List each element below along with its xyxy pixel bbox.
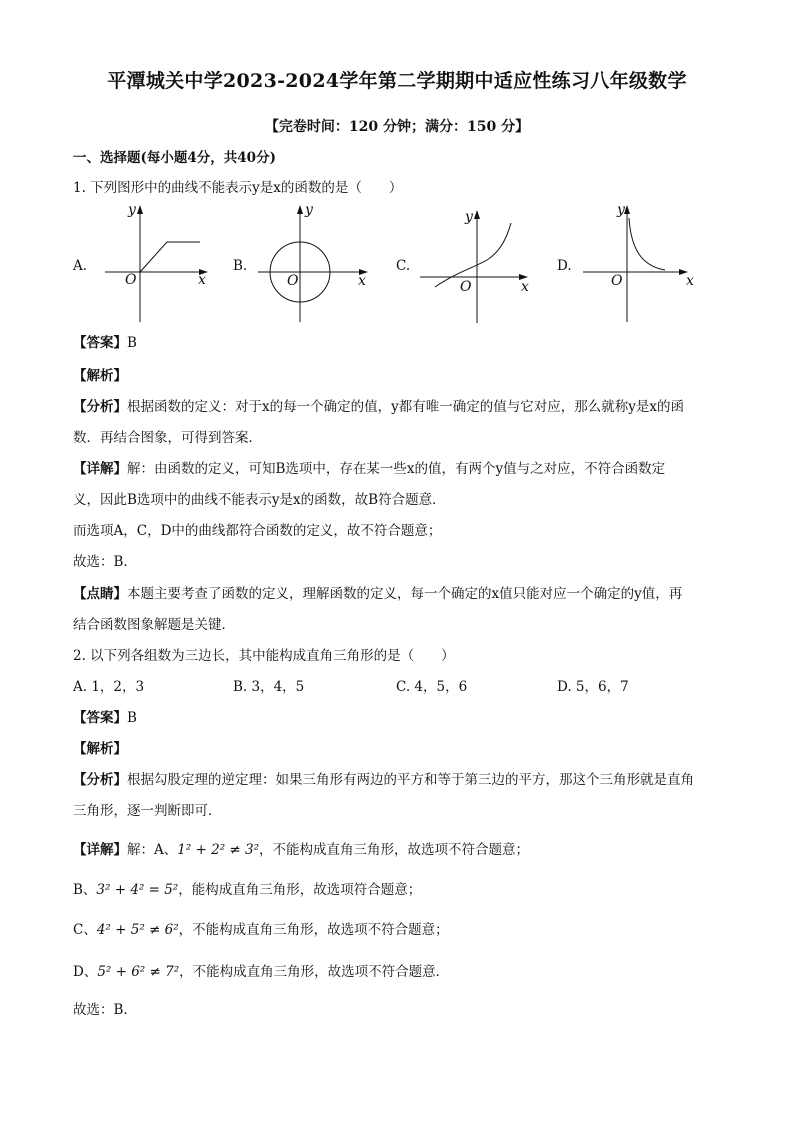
q1-xiangjie-line-2: 义，因此B选项中的曲线不能表示y是x的函数，故B符合题意． <box>73 492 446 508</box>
xiangjie-a-prefix: 解：A、 <box>127 842 178 858</box>
q1-xiangjie-line-3: 而选项A，C，D中的曲线都符合函数的定义，故不符合题意； <box>73 523 442 539</box>
graph-b-origin: O <box>287 273 299 289</box>
xiangjie-a-text: ，不能构成直角三角形，故选项不符合题意； <box>259 842 530 858</box>
dianjing-tag: 【点睛】 <box>73 586 127 602</box>
q2-xiangjie-a <box>73 840 529 860</box>
fenxi-text: 根据勾股定理的逆定理：如果三角形有两边的平方和等于第三边的平方，那这个三角形就是直角 <box>127 772 694 788</box>
xiangjie-c-prefix: C、 <box>73 922 97 938</box>
xiangjie-d-text: ，不能构成直角三角形，故选项不符合题意． <box>179 964 450 980</box>
exam-info: 【完卷时间：120 分钟；满分：150 分】 <box>264 119 530 135</box>
equation-a: 1² + 2² ≠ 3² <box>177 842 260 858</box>
fenxi-text: 根据函数的定义：对于x的每一个确定的值，y都有唯一确定的值与它对应，那么就称y是x的函 <box>127 399 684 415</box>
graph-b <box>250 200 375 325</box>
option-c-label: C. <box>396 258 411 274</box>
q2-conclusion: 故选：B． <box>73 1002 137 1018</box>
option-b-label: B. <box>233 258 248 274</box>
graph-b-y-label: y <box>305 202 313 218</box>
graph-d-origin: O <box>611 273 623 289</box>
graph-d-x-label: x <box>686 273 694 289</box>
xiangjie-text: 解：由函数的定义，可知B选项中，存在某一些x的值，有两个y值与之对应，不符合函数定 <box>127 461 666 477</box>
q2-fenxi-line-1 <box>73 770 694 790</box>
answer-value: B <box>127 710 137 726</box>
graph-c-x-label: x <box>521 279 529 295</box>
equation-c: 4² + 5² ≠ 6² <box>96 922 179 938</box>
graph-b-x-label: x <box>358 273 366 289</box>
graph-a-y-label: y <box>128 202 136 218</box>
answer-value: B <box>127 335 137 351</box>
analysis-tag: 【解析】 <box>73 741 127 757</box>
equation-d: 5² + 6² ≠ 7² <box>97 964 180 980</box>
dianjing-text: 本题主要考查了函数的定义，理解函数的定义，每一个确定的x值只能对应一个确定的y值，再 <box>127 586 683 602</box>
q1-answer <box>73 333 137 353</box>
option-d-label: D. <box>557 258 572 274</box>
answer-tag: 【答案】 <box>73 710 127 726</box>
question-2-stem: 2. 以下列各组数为三边长，其中能构成直角三角形的是（ ） <box>73 648 455 664</box>
q2-xiangjie-b <box>73 880 421 900</box>
question-1-stem: 1. 下列图形中的曲线不能表示y是x的函数的是（ ） <box>73 180 403 196</box>
q1-fenxi-line-2: 数．再结合图象，可得到答案． <box>73 430 262 446</box>
q2-option-b: B. 3，4，5 <box>233 679 305 695</box>
q2-option-c: C. 4，5，6 <box>396 679 468 695</box>
q1-dianjing-line-2: 结合函数图象解题是关键． <box>73 617 235 633</box>
xiangjie-b-text: ，能构成直角三角形，故选项符合题意； <box>178 882 422 898</box>
q2-answer <box>73 708 137 728</box>
graph-c <box>415 205 540 327</box>
graph-d <box>575 200 700 325</box>
section-heading: 一、选择题(每小题4分，共40分) <box>73 150 276 166</box>
q2-option-d: D. 5，6，7 <box>557 679 629 695</box>
fenxi-tag: 【分析】 <box>73 772 127 788</box>
q2-option-a: A. 1，2，3 <box>73 679 145 695</box>
xiangjie-d-prefix: D、 <box>73 964 98 980</box>
graph-c-origin: O <box>460 279 472 295</box>
q2-xiangjie-d <box>73 962 449 982</box>
xiangjie-c-text: ，不能构成直角三角形，故选项不符合题意； <box>178 922 449 938</box>
q1-dianjing-line-1 <box>73 584 682 604</box>
page-title: 平潭城关中学2023-2024学年第二学期期中适应性练习八年级数学 <box>107 70 687 92</box>
graph-a <box>95 200 215 325</box>
q2-fenxi-line-2: 三角形，逐一判断即可． <box>73 803 222 819</box>
option-a-label: A. <box>73 258 88 274</box>
q2-xiangjie-c <box>73 920 449 940</box>
xiangjie-tag: 【详解】 <box>73 461 127 477</box>
graph-c-y-label: y <box>465 209 473 225</box>
xiangjie-tag: 【详解】 <box>73 842 127 858</box>
q1-conclusion: 故选：B． <box>73 554 137 570</box>
xiangjie-b-prefix: B、 <box>73 882 97 898</box>
graph-d-y-label: y <box>617 202 625 218</box>
equation-b: 3² + 4² = 5² <box>96 882 179 898</box>
answer-tag: 【答案】 <box>73 335 127 351</box>
analysis-tag: 【解析】 <box>73 368 127 384</box>
q1-xiangjie-line-1 <box>73 459 665 479</box>
graph-a-origin: O <box>125 272 137 288</box>
graph-a-x-label: x <box>198 272 206 288</box>
q1-fenxi-line-1 <box>73 397 684 417</box>
fenxi-tag: 【分析】 <box>73 399 127 415</box>
